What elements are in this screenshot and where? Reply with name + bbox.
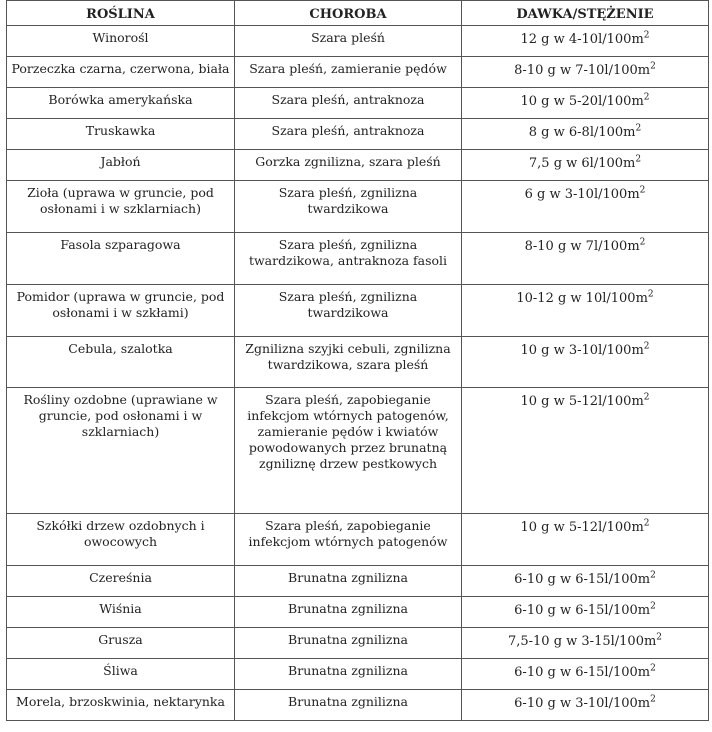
- plant-cell: Porzeczka czarna, czerwona, biała: [7, 57, 235, 88]
- dose-value: 10 g w 5-20l/: [520, 94, 607, 109]
- plant-cell: Czereśnia: [7, 566, 235, 597]
- disease-cell: Brunatna zgnilizna: [235, 628, 462, 659]
- plant-cell: Winorośl: [7, 26, 235, 57]
- plant-cell: Zioła (uprawa w gruncie, pod osłonami i w szklarniach): [7, 181, 235, 233]
- area-unit: 100m: [598, 125, 636, 140]
- area-unit-exponent: 2: [650, 570, 656, 581]
- dose-cell: [462, 659, 709, 690]
- disease-cell: Szara pleśń, zapobieganie infekcjom wtórnych patogenów: [235, 514, 462, 566]
- dose-value: 6-10 g w 6-15l/: [514, 572, 613, 587]
- plant-cell: Truskawka: [7, 119, 235, 150]
- disease-cell: Szara pleśń, zamieranie pędów: [235, 57, 462, 88]
- area-unit-exponent: 2: [650, 663, 656, 674]
- area-unit: 100m: [606, 32, 644, 47]
- dose-cell: [462, 514, 709, 566]
- table-row: [7, 597, 709, 628]
- area-unit: 100m: [612, 696, 651, 711]
- plant-cell: Pomidor (uprawa w gruncie, pod osłonami i w szkłami): [7, 285, 235, 337]
- disease-cell: Szara pleśń, zgnilizna twardzikowa: [235, 285, 462, 337]
- area-unit: 100m: [606, 343, 644, 358]
- plant-cell: Szkółki drzew ozdobnych i owocowych: [7, 514, 235, 566]
- table-row: [7, 566, 709, 597]
- dose-value: 10 g w 5-12l/: [520, 394, 607, 409]
- dose-cell: [462, 597, 709, 628]
- table-row: [7, 233, 709, 285]
- disease-cell: Brunatna zgnilizna: [235, 566, 462, 597]
- area-unit-exponent: 2: [643, 92, 650, 103]
- area-unit-exponent: 2: [650, 694, 656, 705]
- area-unit: 100m: [612, 63, 651, 78]
- plant-cell: Borówka amerykańska: [7, 88, 235, 119]
- area-unit: 100m: [606, 520, 644, 535]
- dose-value: 10 g w 3-10l/: [520, 343, 607, 358]
- area-unit: 100m: [610, 291, 648, 306]
- dose-cell: [462, 628, 709, 659]
- table-row: [7, 88, 709, 119]
- disease-cell: Szara pleśń, antraknoza: [235, 119, 462, 150]
- area-unit: 100m: [612, 603, 651, 618]
- dose-value: 6-10 g w 6-15l/: [514, 603, 613, 618]
- area-unit: 100m: [606, 94, 644, 109]
- table-row: [7, 57, 709, 88]
- dose-value: 7,5 g w 6l/: [528, 156, 599, 171]
- disease-cell: Szara pleśń, zapobieganie infekcjom wtórnych patogenów, zamieranie pędów i kwiatów powodowanych przez brunatną zgniliznę drzew pestkowych: [235, 388, 462, 514]
- plant-cell: Morela, brzoskwinia, nektarynka: [7, 690, 235, 721]
- disease-cell: Zgnilizna szyjki cebuli, zgnilizna twardzikowa, szara pleśń: [235, 337, 462, 388]
- table-row: [7, 628, 709, 659]
- area-unit-exponent: 2: [647, 289, 654, 300]
- area-unit: 100m: [612, 665, 651, 680]
- disease-cell: Szara pleśń, zgnilizna twardzikowa, antraknoza fasoli: [235, 233, 462, 285]
- dose-value: 10 g w 5-12l/: [520, 520, 607, 535]
- area-unit: 100m: [612, 572, 651, 587]
- table-row: [7, 514, 709, 566]
- dose-cell: [462, 388, 709, 514]
- disease-cell: Szara pleśń, antraknoza: [235, 88, 462, 119]
- dose-cell: [462, 285, 709, 337]
- dose-cell: [462, 26, 709, 57]
- table-row: [7, 150, 709, 181]
- header-dose: DAWKA/STĘŻENIE: [462, 1, 709, 26]
- dose-value: 8-10 g w 7-10l/: [514, 63, 613, 78]
- dose-cell: [462, 150, 709, 181]
- plant-cell: Jabłoń: [7, 150, 235, 181]
- dose-cell: [462, 566, 709, 597]
- table-row: [7, 285, 709, 337]
- dose-cell: [462, 337, 709, 388]
- dose-value: 6-10 g w 6-15l/: [514, 665, 613, 680]
- area-unit-exponent: 2: [643, 30, 650, 41]
- area-unit: 100m: [602, 239, 640, 254]
- plant-cell: Cebula, szalotka: [7, 337, 235, 388]
- dose-cell: [462, 690, 709, 721]
- dose-value: 12 g w 4-10l/: [520, 32, 607, 47]
- table-row: [7, 337, 709, 388]
- area-unit: 100m: [619, 634, 657, 649]
- disease-cell: Brunatna zgnilizna: [235, 690, 462, 721]
- area-unit-exponent: 2: [650, 61, 656, 72]
- plant-cell: Grusza: [7, 628, 235, 659]
- area-unit-exponent: 2: [643, 392, 650, 403]
- dose-value: 7,5-10 g w 3-15l/: [507, 634, 620, 649]
- dose-table: [6, 0, 709, 721]
- area-unit-exponent: 2: [639, 185, 646, 196]
- table-row: [7, 690, 709, 721]
- table-row: [7, 388, 709, 514]
- dose-value: 8 g w 6-8l/: [528, 125, 599, 140]
- area-unit: 100m: [602, 187, 640, 202]
- dose-value: 6-10 g w 3-10l/: [514, 696, 613, 711]
- area-unit: 100m: [606, 394, 644, 409]
- disease-cell: Brunatna zgnilizna: [235, 597, 462, 628]
- dose-cell: [462, 119, 709, 150]
- area-unit-exponent: 2: [643, 341, 650, 352]
- dose-value: 8-10 g w 7l/: [524, 239, 603, 254]
- disease-cell: Szara pleśń, zgnilizna twardzikowa: [235, 181, 462, 233]
- area-unit-exponent: 2: [639, 237, 646, 248]
- dose-value: 10-12 g w 10l/: [516, 291, 611, 306]
- disease-cell: Brunatna zgnilizna: [235, 659, 462, 690]
- table-body: [7, 26, 709, 721]
- header-plant: ROŚLINA: [7, 1, 235, 26]
- table-row: [7, 26, 709, 57]
- dose-cell: [462, 57, 709, 88]
- area-unit-exponent: 2: [643, 518, 650, 529]
- area-unit: 100m: [598, 156, 636, 171]
- area-unit-exponent: 2: [635, 123, 642, 134]
- area-unit-exponent: 2: [635, 154, 642, 165]
- disease-cell: Gorzka zgnilizna, szara pleśń: [235, 150, 462, 181]
- table-row: [7, 119, 709, 150]
- dose-cell: [462, 233, 709, 285]
- dose-value: 6 g w 3-10l/: [524, 187, 603, 202]
- area-unit-exponent: 2: [650, 601, 656, 612]
- plant-cell: Fasola szparagowa: [7, 233, 235, 285]
- plant-cell: Rośliny ozdobne (uprawiane w gruncie, pod osłonami i w szklarniach): [7, 388, 235, 514]
- table-row: [7, 181, 709, 233]
- disease-cell: Szara pleśń: [235, 26, 462, 57]
- plant-cell: Wiśnia: [7, 597, 235, 628]
- area-unit-exponent: 2: [656, 632, 663, 643]
- dose-cell: [462, 181, 709, 233]
- dose-cell: [462, 88, 709, 119]
- plant-cell: Śliwa: [7, 659, 235, 690]
- header-row: [7, 1, 709, 26]
- table-row: [7, 659, 709, 690]
- header-disease: CHOROBA: [235, 1, 462, 26]
